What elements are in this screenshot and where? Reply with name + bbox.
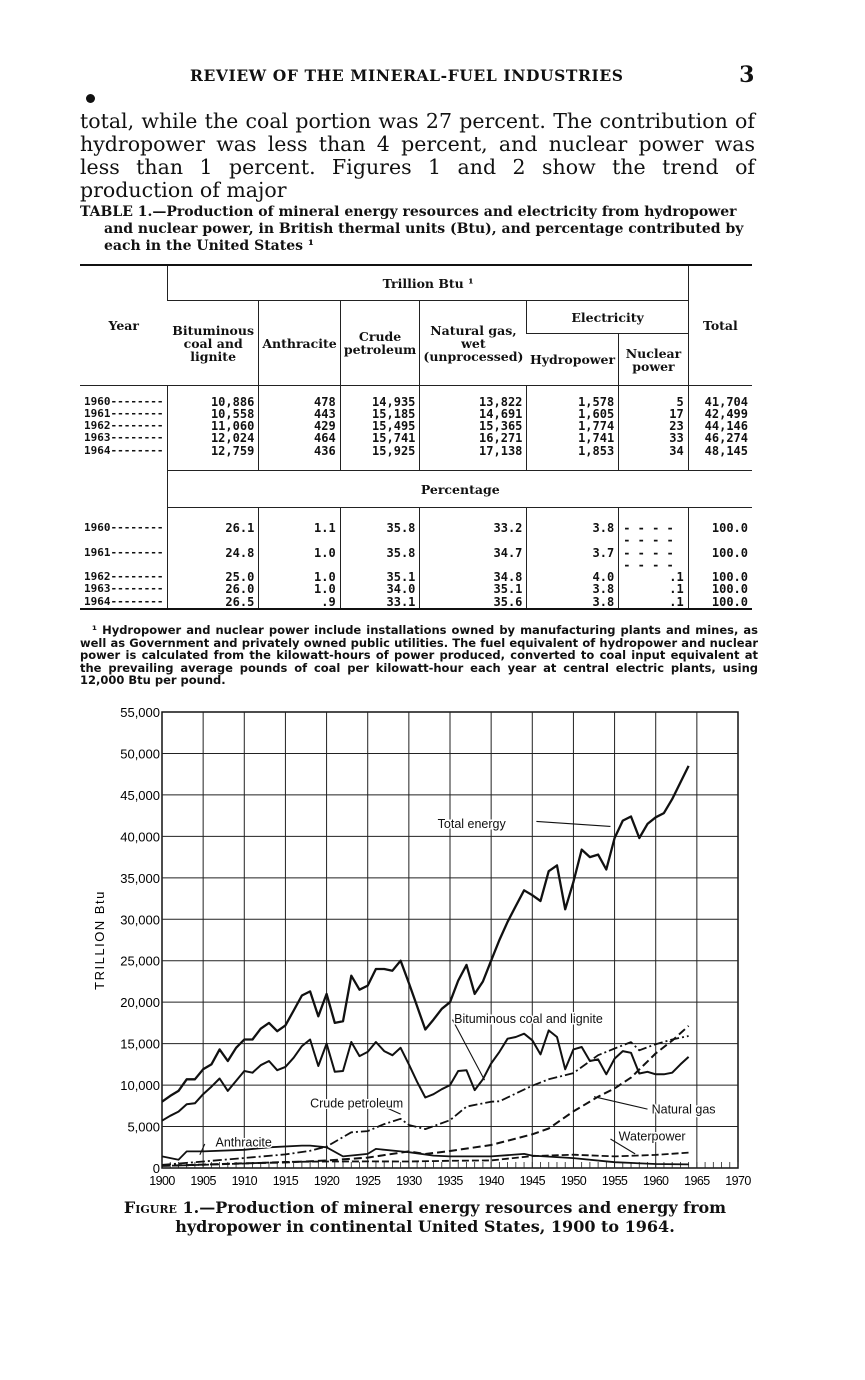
year-cell: 1962-------- [84,570,164,584]
gas-cell: 14,691 [420,408,527,420]
y-tick-label: 55,000 [120,705,160,720]
y-tick-label: 0 [152,1161,160,1176]
hydro-cell: 3.8 [527,522,619,547]
y-tick-label: 30,000 [120,912,160,928]
bituminous-cell: 25.0 [168,571,259,583]
x-tick-label: 1945 [519,1174,545,1188]
hydro-cell: 4.0 [527,571,619,583]
anthracite-cell: 478 [259,396,340,408]
y-tick-label: 40,000 [120,829,160,845]
y-tick-label: 10,000 [120,1078,160,1094]
year-cell: 1964-------- [84,443,164,457]
bituminous-cell: 11,060 [168,420,259,432]
running-title: REVIEW OF THE MINERAL-FUEL INDUSTRIES [190,66,624,85]
bituminous-cell: 26.0 [168,583,259,595]
x-tick-label: 1970 [725,1174,751,1188]
header-nuclear: Nuclear power [619,334,689,386]
hydro-cell: 3.8 [527,583,619,595]
bituminous-cell: 26.1 [168,522,259,547]
crude-cell: 34.0 [340,583,420,595]
nuclear-cell: 33 [619,432,689,444]
year-cell: 1960-------- [84,520,164,534]
y-tick-label: 5,000 [127,1119,160,1135]
total-cell: 46,274 [688,432,752,444]
gas-cell: 34.7 [420,547,527,572]
bituminous-cell: 10,886 [168,396,259,408]
crude-cell: 33.1 [340,596,420,609]
x-tick-label: 1910 [231,1174,257,1188]
crude-cell: 14,935 [340,396,420,408]
anthracite-cell: 1.1 [259,522,340,547]
x-tick-label: 1920 [313,1174,340,1188]
x-tick-label: 1900 [149,1174,175,1188]
header-hydro: Hydropower [529,352,616,367]
nuclear-cell: 34 [619,445,689,457]
nuclear-cell: .1 [619,596,689,609]
annotation-label: Natural gas [651,1102,716,1117]
hydro-cell: 1,605 [527,408,619,420]
header-crude: Crude petroleum [340,301,420,386]
anthracite-cell: 1.0 [259,547,340,572]
year-cell: 1961-------- [84,406,164,420]
x-tick-label: 1905 [190,1174,216,1188]
header-electricity: Electricity [527,301,688,334]
y-tick-label: 50,000 [120,746,160,762]
year-cell: 1960-------- [84,394,164,408]
year-cell: 1963-------- [84,582,164,596]
gas-cell: 15,365 [420,420,527,432]
total-cell: 100.0 [688,583,752,595]
nuclear-cell: - - - - - - - - [619,547,689,572]
anthracite-cell: 1.0 [259,583,340,595]
annotation-leader [200,1144,205,1155]
nuclear-cell: 5 [619,396,689,408]
anthracite-cell: .9 [259,596,340,609]
year-cell: 1964-------- [80,596,168,609]
anthracite-cell: 436 [259,445,340,457]
year-cell: 1963-------- [84,431,164,445]
figure-label: Figure 1. [123,1198,200,1217]
gas-cell: 33.2 [420,522,527,547]
annotation-label: Total energy [437,817,506,832]
x-tick-label: 1955 [601,1174,628,1188]
gas-cell: 17,138 [420,445,527,457]
intro-paragraph: total, while the coal portion was 27 percent. The contribution of hydropower was less than 4 percent, and nuclear power was less than 1 percent. Figures 1 and 2 show the trend of production of major [80,109,755,202]
anthracite-cell: 1.0 [259,571,340,583]
hydro-cell: 3.7 [527,547,619,572]
x-tick-label: 1935 [437,1174,463,1188]
crude-cell: 35.8 [340,547,420,572]
y-axis-label: TRILLION Btu [92,890,107,990]
annotation-label: Bituminous coal and lignite [454,1011,603,1026]
header-unit: Trillion Btu ¹ [168,265,688,301]
crude-cell: 15,925 [340,445,420,457]
hydro-cell: 1,774 [527,420,619,432]
hydro-cell: 1,741 [527,432,619,444]
hydro-cell: 1,578 [527,396,619,408]
x-tick-label: 1940 [478,1174,504,1188]
y-tick-label: 25,000 [120,953,160,969]
y-tick-label: 20,000 [120,995,160,1011]
table-caption: TABLE 1.—Production of mineral energy resources and electricity from hydropower and nuclear power, in British thermal units (Btu), and percentage contributed by each in the United States ¹ [80,204,744,254]
total-cell: 100.0 [688,571,752,583]
crude-cell: 15,185 [340,408,420,420]
gas-cell: 16,271 [420,432,527,444]
header-gas: Natural gas, wet (unprocessed) [420,301,527,386]
nuclear-cell: - - - - - - - - [619,522,689,547]
figure-caption-text: —Production of mineral energy resources and energy from hydropower in continental United States, 1900 to 1964. [175,1198,727,1236]
y-tick-label: 15,000 [120,1036,160,1052]
crude-cell: 35.1 [340,571,420,583]
y-tick-label: 35,000 [120,870,160,886]
annotation-label: Waterpower [618,1129,686,1144]
header-total: Total [688,265,752,386]
nuclear-cell: .1 [619,571,689,583]
annotation-label: Anthracite [215,1135,272,1150]
anthracite-cell: 429 [259,420,340,432]
total-cell: 100.0 [688,522,752,547]
crude-cell: 35.8 [340,522,420,547]
anthracite-cell: 464 [259,432,340,444]
bituminous-cell: 12,759 [168,445,259,457]
gas-cell: 35.6 [420,596,527,609]
hydro-cell: 3.8 [527,596,619,609]
page-number: 3 [739,62,755,88]
y-tick-label: 45,000 [120,787,160,803]
crude-cell: 15,741 [340,432,420,444]
total-cell: 44,146 [688,420,752,432]
anthracite-cell: 443 [259,408,340,420]
year-cell: 1961-------- [84,545,164,559]
total-cell: 48,145 [688,445,752,457]
gas-cell: 35.1 [420,583,527,595]
total-cell: 42,499 [688,408,752,420]
table-footnote: ¹ Hydropower and nuclear power include installations owned by manufacturing plants and mines, as well as Government and privately owned public utilities. The fuel equivalent of hydropower and nuclear power is calculated from the kilowatt-hours of power produced, converted to coal input equivalent at the prevailing average pounds of coal per kilowatt-hour each year at central electric plants, using 12,000 Btu per pound. [80,623,758,687]
bituminous-cell: 10,558 [168,408,259,420]
x-tick-label: 1950 [560,1174,587,1188]
bituminous-cell: 24.8 [168,547,259,572]
hydro-cell: 1,853 [527,445,619,457]
gas-cell: 13,822 [420,396,527,408]
x-tick-label: 1960 [643,1174,669,1188]
total-cell: 41,704 [688,396,752,408]
bituminous-cell: 26.5 [168,596,259,609]
annotation-label: Crude petroleum [310,1096,404,1111]
x-tick-label: 1915 [272,1174,299,1188]
x-tick-label: 1965 [684,1174,710,1188]
x-tick-label: 1930 [396,1174,422,1188]
crude-cell: 15,495 [340,420,420,432]
nuclear-cell: 23 [619,420,689,432]
year-cell: 1962-------- [84,419,164,433]
percentage-label: Percentage [168,471,752,508]
nuclear-cell: .1 [619,583,689,595]
total-cell: 100.0 [688,596,752,609]
header-anthracite: Anthracite [259,301,340,386]
header-bituminous: Bituminous coal and lignite [172,322,254,364]
bituminous-cell: 12,024 [168,432,259,444]
total-cell: 100.0 [688,547,752,572]
figure-caption [80,1198,770,1236]
header-year: Year [80,265,168,386]
x-tick-label: 1925 [355,1174,381,1188]
gas-cell: 34.8 [420,571,527,583]
annotation-leader [594,1097,647,1109]
nuclear-cell: 17 [619,408,689,420]
